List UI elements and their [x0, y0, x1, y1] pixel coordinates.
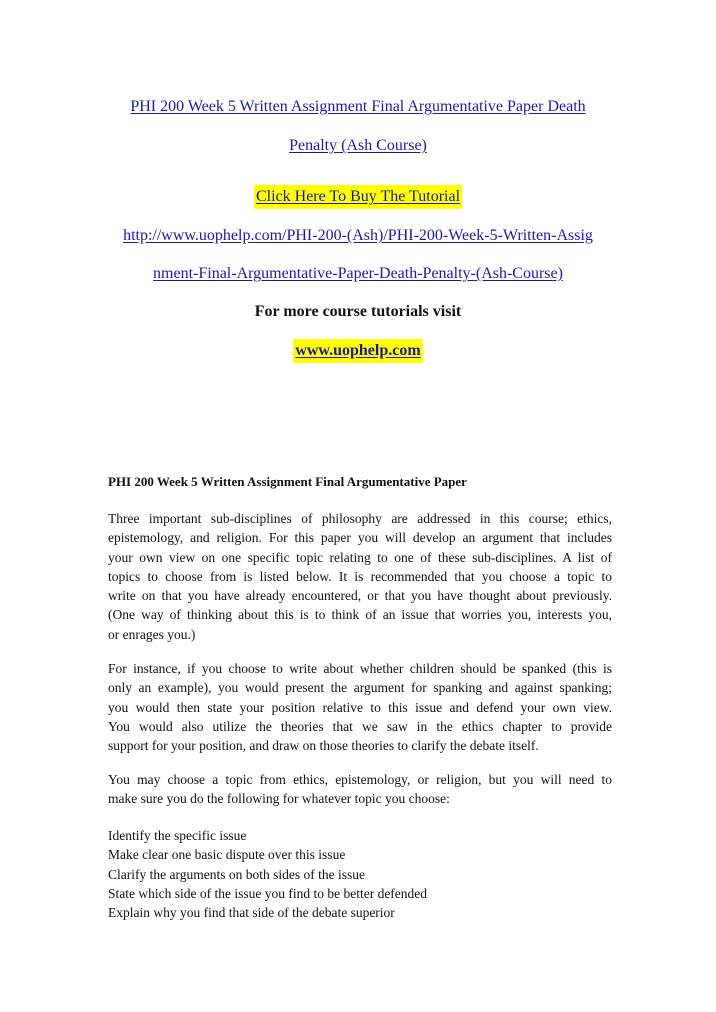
paragraph-2-line: only an example), you would present the argument for spanking and against spanking;	[108, 680, 612, 696]
paragraph-1	[108, 509, 612, 644]
paragraph-1-line: write on that you have already encountered, or that you have thought about previously.	[108, 588, 612, 604]
list-item: Explain why you find that side of the debate superior	[108, 905, 395, 921]
paragraph-2-line: support for your position, and draw on those theories to clarify the debate itself.	[108, 738, 539, 754]
paragraph-2-line: For instance, if you choose to write about whether children should be spanked (this is	[108, 661, 612, 676]
paragraph-1-line: (One way of thinking about this is to think of an issue that worries you, interests you,	[108, 607, 612, 623]
url-line-1	[0, 226, 716, 246]
paragraph-1-line: or enrages you.)	[108, 626, 196, 642]
title-link-part-2[interactable]: Penalty (Ash Course)	[289, 137, 427, 154]
list-item: Clarify the arguments on both sides of the issue	[108, 866, 365, 882]
tutorial-url-link-part-2[interactable]: nment-Final-Argumentative-Paper-Death-Penalty-(Ash-Course)	[153, 265, 563, 282]
list-item: State which side of the issue you find to be better defended	[108, 885, 428, 901]
paragraph-1-line: epistemology, and religion. For this paper you will develop an argument that includes	[108, 530, 612, 546]
title-line-2	[0, 136, 716, 156]
paragraph-2-line: you would then state your position relative to this issue and defend your own view.	[108, 699, 612, 715]
paragraph-3-line: You may choose a topic from ethics, epistemology, or religion, but you will need to	[108, 772, 612, 787]
list-item: Make clear one basic dispute over this issue	[108, 847, 346, 863]
tutorial-url-link-part-1[interactable]: http://www.uophelp.com/PHI-200-(Ash)/PHI-200-Week-5-Written-Assig	[123, 227, 593, 244]
title-line-1	[0, 97, 716, 117]
paragraph-1-line: your own view on one specific topic relating to one of these sub-disciplines. A list of	[108, 549, 612, 565]
list-item: Identify the specific issue	[108, 828, 247, 843]
url-line-2	[0, 264, 716, 284]
paragraph-1-line: topics to choose from is listed below. It is recommended that you choose a topic to	[108, 568, 612, 584]
visit-text: For more course tutorials visit	[254, 303, 462, 320]
paragraph-1-line: Three important sub-disciplines of philosophy are addressed in this course; ethics,	[108, 511, 612, 526]
section-heading: PHI 200 Week 5 Written Assignment Final Argumentative Paper	[108, 474, 467, 489]
paragraph-3	[108, 770, 612, 809]
requirements-list	[108, 826, 612, 922]
site-link[interactable]: www.uophelp.com	[293, 339, 422, 363]
buy-tutorial-link[interactable]: Click Here To Buy The Tutorial	[254, 185, 462, 209]
paragraph-2-line: You would also utilize the theories that we saw in the ethics chapter to provide	[108, 718, 612, 734]
title-link-part-1[interactable]: PHI 200 Week 5 Written Assignment Final Argumentative Paper Death	[130, 98, 586, 115]
paragraph-3-line: make sure you do the following for whatever topic you choose:	[108, 791, 450, 807]
buy-line	[0, 187, 716, 207]
paragraph-2	[108, 659, 612, 755]
site-line	[0, 341, 716, 361]
